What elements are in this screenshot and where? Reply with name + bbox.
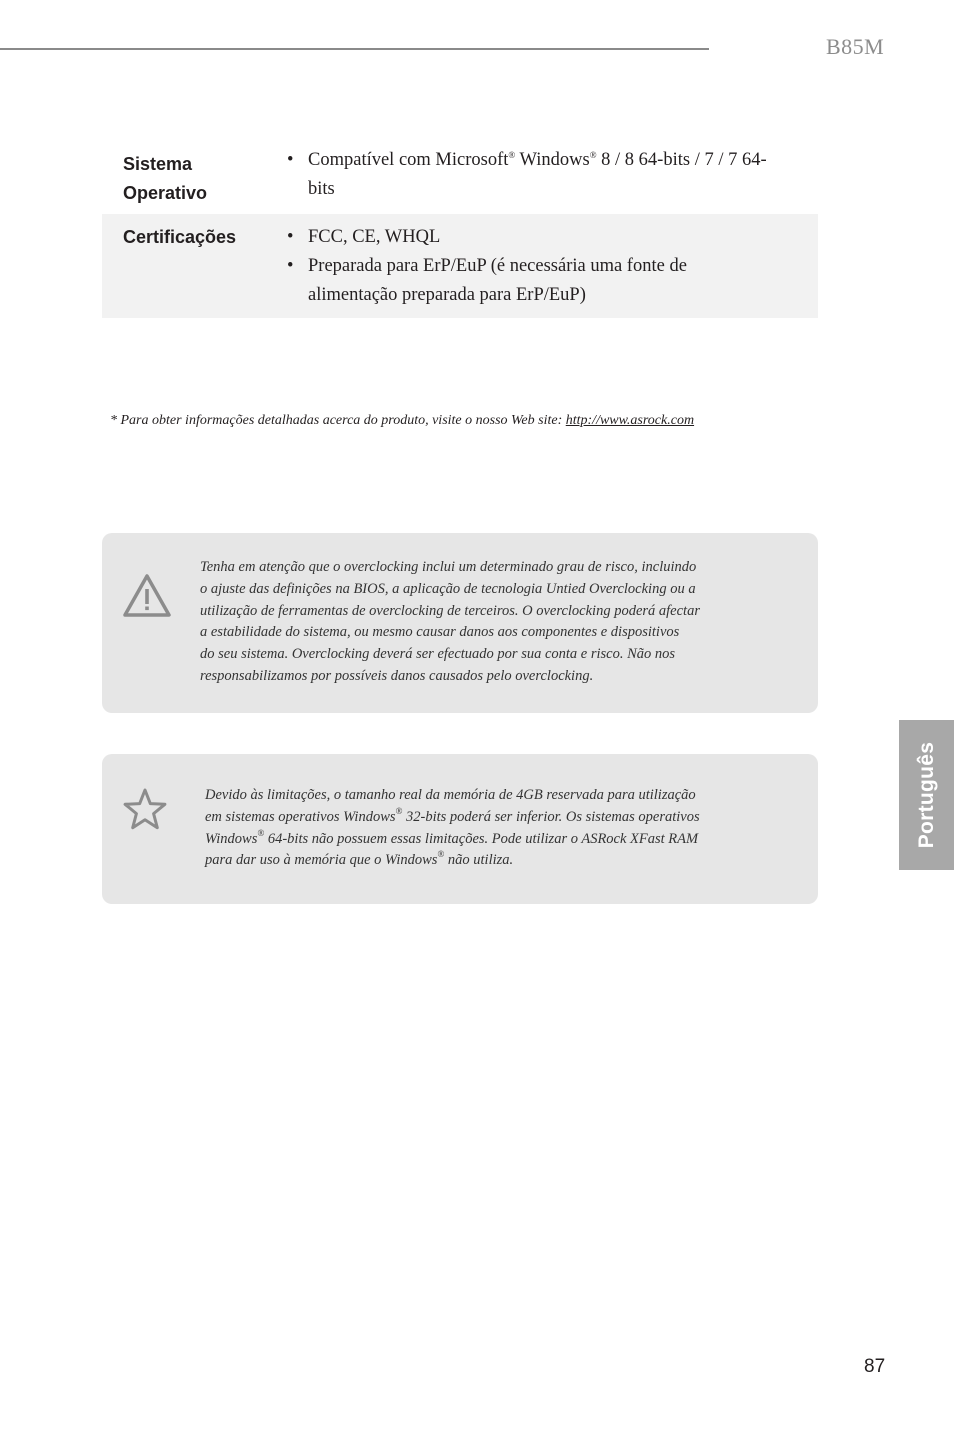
spec-row-certifications: [102, 214, 818, 318]
spec-row-os: [102, 140, 818, 214]
registered-mark: ®: [508, 150, 516, 160]
spec-list-os: [285, 146, 800, 204]
os-compat-text-a: Compatível com Microsoft: [308, 150, 509, 170]
spec-item-cert-list: • FCC, CE, WHQL: [285, 223, 800, 252]
language-tab-label: Português: [914, 741, 938, 849]
os-compat-text-b: Windows: [515, 150, 590, 170]
warning-triangle-icon: [122, 573, 172, 619]
tip-line: Devido às limitações, o tamanho real da memória de 4GB reservada para utilização: [205, 787, 696, 803]
language-side-tab: [899, 720, 954, 870]
star-icon: [122, 787, 168, 831]
warning-line: a estabilidade do sistema, ou mesmo causar danos aos componentes e dispositivos: [200, 624, 680, 641]
tip-text: [205, 785, 750, 872]
spec-label-os-line2: Operativo: [123, 183, 208, 203]
tip-line: [205, 829, 750, 851]
tip-line: [205, 850, 750, 872]
tip-text-part: em sistemas operativos Windows: [205, 808, 396, 825]
spec-label-certifications: Certificações: [123, 227, 237, 247]
spec-label-os-line1: Sistema: [123, 154, 193, 174]
spec-label-os: [123, 150, 273, 208]
erp-text-line1: Preparada para ErP/EuP (é necessária uma fonte de: [308, 256, 687, 276]
tip-text-part: Windows: [205, 830, 258, 847]
registered-mark: ®: [257, 827, 265, 838]
tip-text-part: para dar uso à memória que o Windows: [205, 852, 438, 869]
warning-line: o ajuste das definições na BIOS, a aplicação de tecnologia Untied Overclocking ou a: [200, 580, 696, 597]
tip-text-part: 64-bits não possuem essas limitações. Pode utilizar o ASRock XFast RAM: [264, 830, 699, 847]
footnote-text: * Para obter informações detalhadas acerca do produto, visite o nosso Web site:: [110, 413, 566, 428]
tip-line: [205, 807, 750, 829]
page-number: 87: [864, 1356, 886, 1377]
memory-tip-box: [102, 754, 818, 904]
spec-table: [102, 140, 818, 318]
header-rule: [0, 48, 709, 50]
warning-line: Tenha em atenção que o overclocking inclui um determinado grau de risco, incluindo: [200, 559, 697, 575]
warning-line: do seu sistema. Overclocking deverá ser efectuado por sua conta e risco. Não nos: [200, 646, 676, 663]
erp-text-line2: alimentação preparada para ErP/EuP): [308, 285, 586, 305]
tip-text-part: 32-bits poderá ser inferior. Os sistemas operativos: [402, 808, 700, 825]
registered-mark: ®: [395, 805, 403, 816]
tip-text-part: não utiliza.: [444, 852, 514, 869]
footnote: [110, 413, 694, 429]
spec-list-certifications: [285, 223, 800, 310]
asrock-website-link[interactable]: http://www.asrock.com: [565, 413, 695, 428]
warning-line: utilização de ferramentas de overclocking de terceiros. O overclocking poderá afectar: [200, 602, 700, 619]
warning-line: responsabilizamos por possíveis danos causados pelo overclocking.: [200, 667, 594, 684]
registered-mark: ®: [437, 849, 445, 860]
overclocking-warning-box: [102, 533, 818, 713]
registered-mark: ®: [589, 150, 597, 160]
warning-text: [200, 557, 745, 688]
os-compat-text-d: bits: [308, 179, 335, 199]
os-compat-text-c: 8 / 8 64-bits / 7 / 7 64-: [596, 150, 767, 170]
spec-item-erp-eup: [285, 252, 800, 310]
model-name: B85M: [826, 34, 885, 59]
spec-item-os-compat: [285, 146, 800, 204]
